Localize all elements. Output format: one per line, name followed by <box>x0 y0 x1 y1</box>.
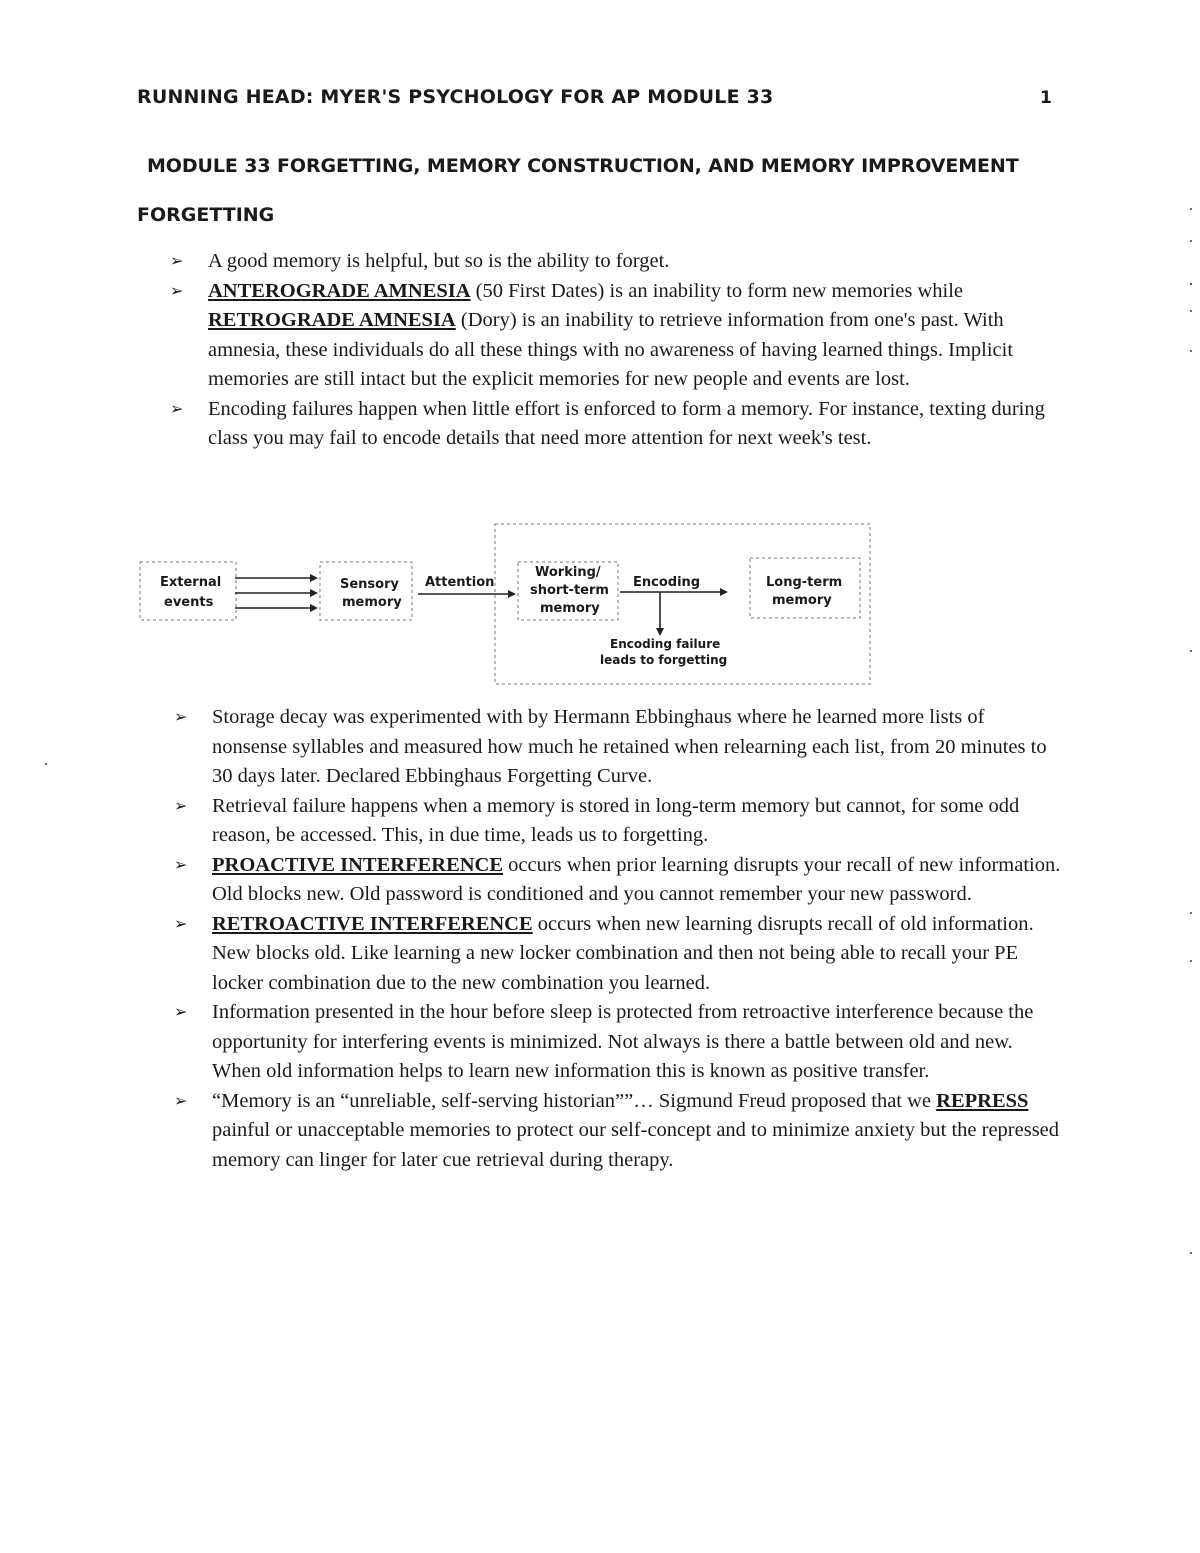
bullet-list-forgetting <box>170 247 1060 454</box>
bullet-list-causes <box>174 703 1064 1175</box>
list-item: ➢ RETROACTIVE INTERFERENCE occurs when new learning disrupts recall of old information. New blocks old. Like learning a new locker combination and then not being able to recall your PE locker combination due to the new combination you learned. <box>174 910 1064 999</box>
scan-speck <box>1190 912 1192 914</box>
longterm-label-1: Long-term <box>766 575 843 590</box>
external-events-box <box>140 562 236 620</box>
arrow-bullet-icon: ➢ <box>170 400 184 418</box>
arrowhead-icon <box>310 604 318 612</box>
scan-speck <box>1190 350 1192 352</box>
arrowhead-icon <box>720 588 728 596</box>
arrowhead-icon <box>656 628 664 636</box>
scan-speck <box>1190 960 1192 962</box>
arrow-bullet-icon: ➢ <box>174 709 188 726</box>
term-repress: REPRESS <box>936 1089 1029 1112</box>
arrow-bullet-icon: ➢ <box>174 915 188 933</box>
failure-label-1: Encoding failure <box>610 637 721 651</box>
list-item: ➢ Retrieval failure happens when a memory is stored in long-term memory but cannot, for some odd reason, be accessed. This, in due time, leads us to forgetting. <box>174 792 1064 851</box>
term-anterograde-amnesia: ANTEROGRADE AMNESIA <box>208 279 471 302</box>
scan-speck <box>1190 283 1192 285</box>
scan-speck <box>45 763 47 765</box>
scan-speck <box>1190 1252 1192 1254</box>
arrow-bullet-icon: ➢ <box>170 253 184 270</box>
arrow-bullet-icon: ➢ <box>174 797 188 815</box>
failure-label-2: leads to forgetting <box>600 653 728 667</box>
working-label-2: short-term <box>530 583 609 598</box>
arrow-bullet-icon: ➢ <box>174 856 188 874</box>
encoding-label: Encoding <box>633 575 701 590</box>
sensory-label-2: memory <box>342 595 402 610</box>
term-retroactive-interference: RETROACTIVE INTERFERENCE <box>212 912 533 935</box>
external-label-1: External <box>160 575 222 590</box>
arrowhead-icon <box>310 574 318 582</box>
arrow-bullet-icon: ➢ <box>170 282 184 300</box>
page-number: 1 <box>1040 88 1052 108</box>
working-label-1: Working/ <box>535 565 601 580</box>
working-label-3: memory <box>540 601 600 616</box>
list-item: ➢ “Memory is an “unreliable, self-serving historian””… Sigmund Freud proposed that we REPRESS painful or unacceptable memories to protect our self-concept and to minimize anxiety but the repressed memory can linger for later cue retrieval during therapy. <box>174 1087 1064 1176</box>
section-heading: FORGETTING <box>137 204 275 226</box>
list-item: ➢ A good memory is helpful, but so is the ability to forget. <box>170 247 1060 277</box>
list-item: ➢ Encoding failures happen when little effort is enforced to form a memory. For instance, texting during class you may fail to encode details that need more attention for next week's test. <box>170 395 1060 454</box>
list-item: ➢ PROACTIVE INTERFERENCE occurs when prior learning disrupts your recall of new information. Old blocks new. Old password is conditioned and you cannot remember your new password. <box>174 851 1064 910</box>
list-item: ➢ Information presented in the hour before sleep is protected from retroactive interference because the opportunity for interfering events is minimized. Not always is there a battle between old and new. When old information helps to learn new information this is known as positive transfer. <box>174 998 1064 1087</box>
arrowhead-icon <box>508 590 516 598</box>
sensory-label-1: Sensory <box>340 577 399 592</box>
scan-speck <box>1190 650 1192 652</box>
longterm-label-2: memory <box>772 593 832 608</box>
term-retrograde-amnesia: RETROGRADE AMNESIA <box>208 309 456 331</box>
scan-speck <box>1190 240 1192 242</box>
arrowhead-icon <box>310 589 318 597</box>
arrow-bullet-icon: ➢ <box>174 1004 188 1021</box>
module-title: MODULE 33 FORGETTING, MEMORY CONSTRUCTION, AND MEMORY IMPROVEMENT <box>147 155 1019 177</box>
memory-process-diagram <box>130 518 880 690</box>
scan-speck <box>1190 208 1192 210</box>
term-proactive-interference: PROACTIVE INTERFERENCE <box>212 853 504 876</box>
list-item: ➢ ANTEROGRADE AMNESIA (50 First Dates) is an inability to form new memories while RETROGRADE AMNESIA (Dory) is an inability to retrieve information from one's past. With amnesia, these individuals do all these things with no awareness of having learned things. Implicit memories are still intact but the explicit memories for new people and events are lost. <box>170 277 1060 395</box>
scan-speck <box>1190 310 1192 312</box>
attention-label: Attention <box>425 575 495 590</box>
external-label-2: events <box>164 595 214 610</box>
arrow-bullet-icon: ➢ <box>174 1092 188 1110</box>
list-item: ➢ Storage decay was experimented with by Hermann Ebbinghaus where he learned more lists of nonsense syllables and measured how much he retained when relearning each list, from 20 minutes to 30 days later. Declared Ebbinghaus Forgetting Curve. <box>174 703 1064 792</box>
running-head: RUNNING HEAD: MYER'S PSYCHOLOGY FOR AP MODULE 33 <box>137 86 774 108</box>
